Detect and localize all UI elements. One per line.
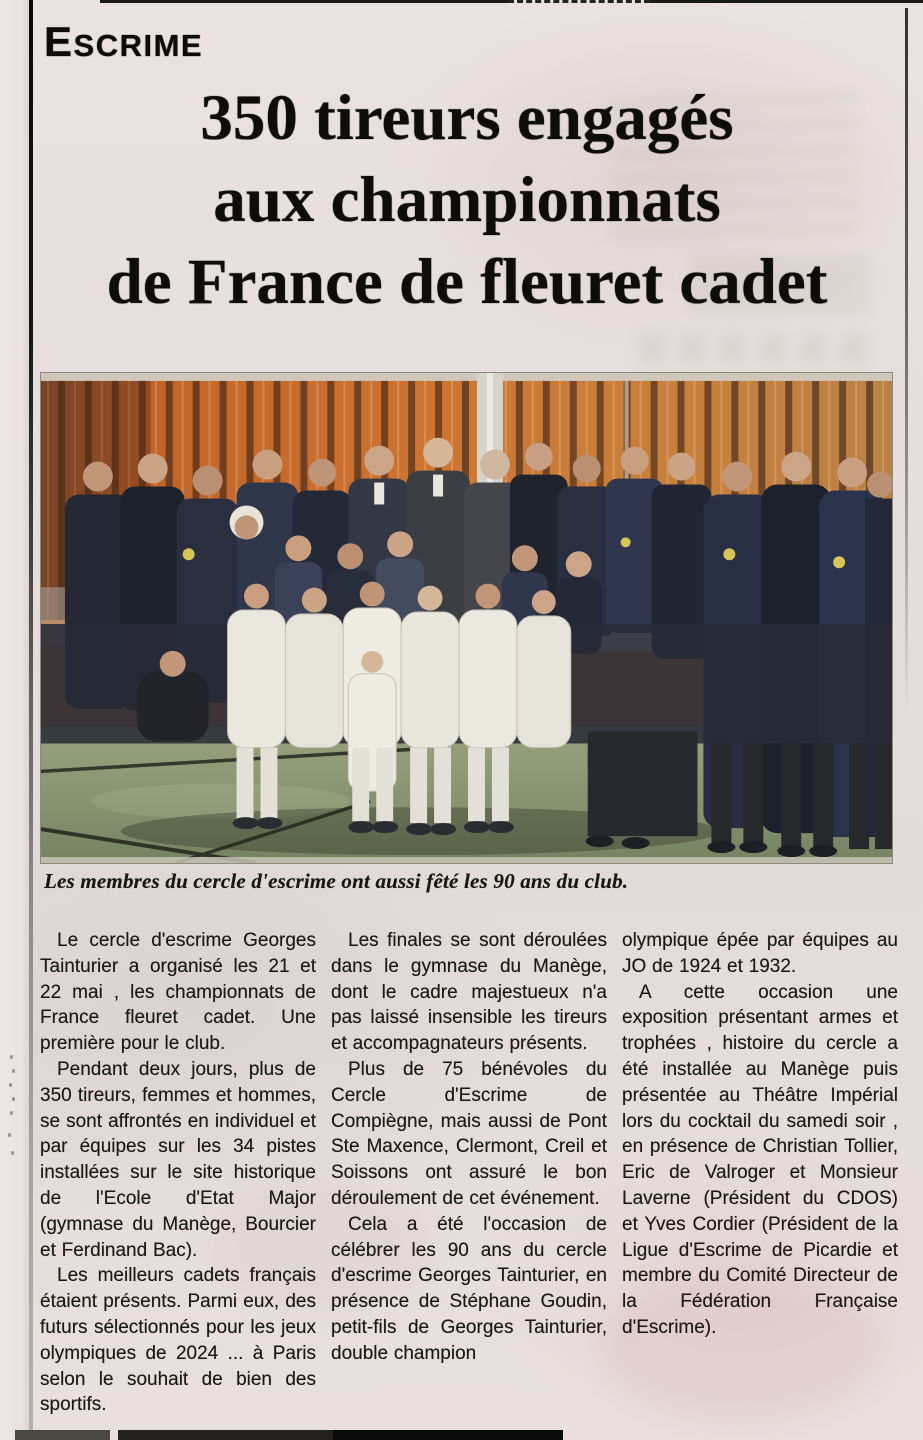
page-margin — [0, 0, 29, 1440]
right-column-rule — [905, 8, 908, 713]
bleed-through-smudge — [640, 332, 870, 366]
paragraph: Les finales se sont déroulées dans le gymnase du Manège, dont le cadre majestueux n'a pas laissé insensible les tireurs et accompagnateurs présents. — [331, 930, 607, 1055]
headline-line-3: de France de fleuret cadet — [106, 245, 828, 318]
headline-line-2: aux championnats — [213, 163, 721, 236]
top-rule — [650, 0, 923, 3]
headline — [38, 78, 896, 324]
group-photo — [41, 373, 892, 863]
paragraph: Plus de 75 bénévoles du Cercle d'Escrime de Compiègne, mais aussi de Pont Ste Maxence, Clermont, Creil et Soissons ont assuré le bon déroulement de cet événement. — [331, 1058, 607, 1209]
paragraph: A cette occasion une exposition présentant armes et trophées , histoire du cercle a été installée au Manège puis présentée au Théâtre Impérial lors du cocktail du samedi soir , en présence de Christian Tollier, Eric de Valroger et Monsieur Laverne (Président du CDOS) et Yves Cordier (Président de la Ligue d'Escrime de Picardie et membre du Comité Directeur de la Fédération Française d'Escrime). — [622, 981, 898, 1338]
top-rule — [100, 0, 508, 3]
left-column-rule — [29, 0, 33, 1430]
photo-scan-haze — [41, 373, 892, 863]
column-2 — [331, 928, 607, 1418]
section-label: ESCRIME — [44, 18, 204, 65]
column-3 — [622, 928, 898, 1418]
bottom-dark-band — [333, 1430, 563, 1440]
bottom-dark-band — [15, 1430, 110, 1440]
paragraph: olympique épée par équipes au JO de 1924 et 1932. — [622, 930, 898, 977]
paragraph: Le cercle d'escrime Georges Tainturier a organisé les 21 et 22 mai , les championnats de France fleuret cadet. Une première pour le club. — [40, 930, 316, 1055]
paragraph: Cela a été l'occasion de célébrer les 90 ans du cercle d'escrime Georges Tainturier, en présence de Stéphane Goudin, petit-fils de Georges Tainturier, double champion — [331, 1213, 607, 1364]
paragraph: Les meilleurs cadets français étaient présents. Parmi eux, des futurs sélectionnés pour les jeux olympiques de 2024 ... à Paris selon le souhait de bien des sportifs. — [40, 1265, 316, 1416]
photo-caption: Les membres du cercle d'escrime ont aussi fêté les 90 ans du club. — [44, 869, 629, 893]
paragraph: Pendant deux jours, plus de 350 tireurs, femmes et hommes, se sont affrontés en individuel et par équipes sur les 34 pistes installées sur le site historique de l'Ecole d'Etat Major (gymnase du Manège, Bourcier et Ferdinand Bac). — [40, 1058, 316, 1261]
bottom-dark-band — [118, 1430, 333, 1440]
article-body — [40, 928, 898, 1418]
margin-marks — [6, 1055, 20, 1165]
article-photo — [40, 372, 893, 864]
headline-line-1: 350 tireurs engagés — [200, 82, 734, 154]
top-rule-dashed — [508, 0, 650, 3]
column-1 — [40, 928, 316, 1418]
